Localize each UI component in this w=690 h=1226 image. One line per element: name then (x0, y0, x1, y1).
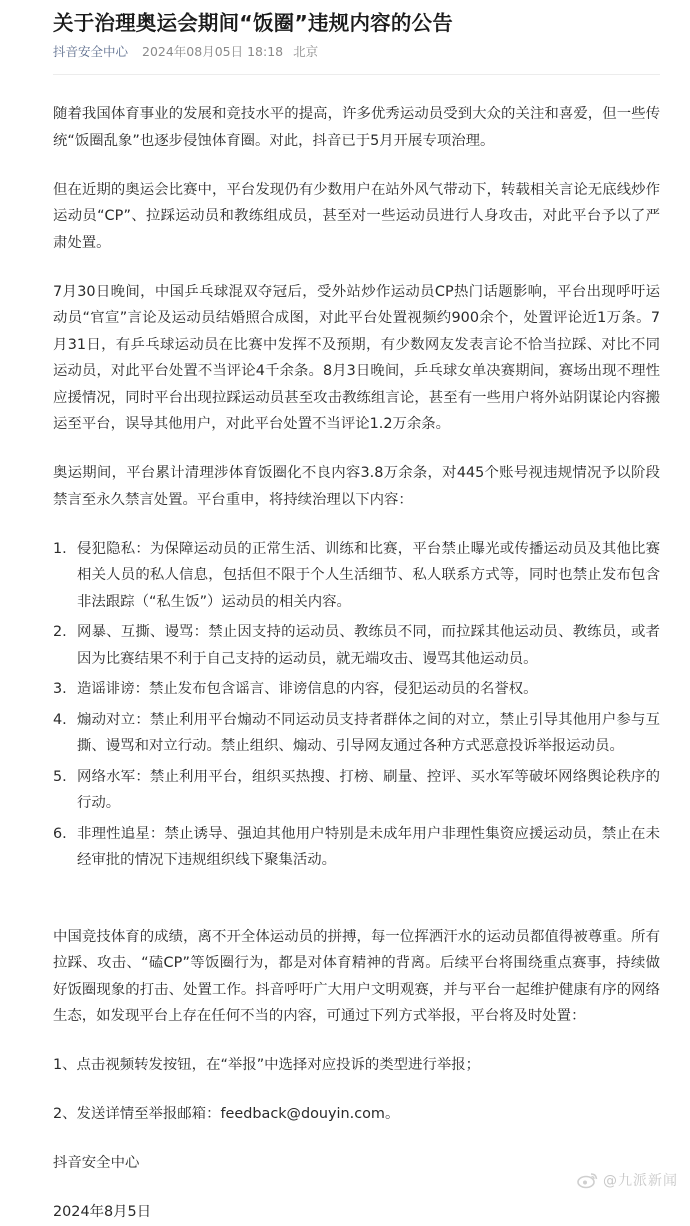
list-item (53, 619, 660, 672)
list-text: 侵犯隐私：为保障运动员的正常生活、训练和比赛，平台禁止曝光或传播运动员及其他比赛相关人员的私人信息，包括但不限于个人生活细节、私人联系方式等，同时也禁止发布包含非法跟踪（“私生饭”）运动员的相关内容。 (77, 540, 660, 610)
paragraph: 7月30日晚间，中国乒乓球混双夺冠后，受外站炒作运动员CP热门话题影响，平台出现呼吁运动员“官宣”言论及运动员结婚照合成图，对此平台处置视频约900余个，处置评论近1万条。7月31日，有乒乓球运动员在比赛中发挥不及预期，有少数网友发表言论不恰当拉踩、对比不同运动员，对此平台处置不当评论4千余条。8月3日晚间，乒乓球女单决赛期间，赛场出现不理性应援情况，同时平台出现拉踩运动员甚至攻击教练组言论，甚至有一些用户将外站阴谋论内容搬运至平台，误导其他用户，对此平台处置不当评论1.2万余条。 (53, 283, 660, 432)
list-text: 造谣诽谤：禁止发布包含谣言、诽谤信息的内容，侵犯运动员的名誉权。 (77, 681, 538, 697)
list-item (53, 707, 660, 760)
list-text: 网络水军：禁止利用平台，组织买热搜、打榜、刷量、控评、买水军等破坏网络舆论秩序的行动。 (77, 768, 660, 811)
list-number: 4. (53, 711, 67, 728)
list-number: 3. (53, 681, 67, 697)
article-body (53, 101, 660, 1226)
list-item (53, 536, 660, 616)
list-text: 煽动对立：禁止利用平台煽动不同运动员支持者群体之间的对立，禁止引导其他用户参与互撕、谩骂和对立行动。禁止组织、煽动、引导网友通过各种方式恶意投诉举报运动员。 (77, 711, 660, 754)
author-link[interactable]: 抖音安全中心 (53, 44, 129, 59)
report-method-email: 2、发送详情至举报邮箱：feedback@douyin.com。 (53, 1106, 400, 1122)
list-text: 非理性追星：禁止诱导、强迫其他用户特别是未成年用户非理性集资应援运动员，禁止在未经审批的情况下违规组织线下聚集活动。 (77, 825, 660, 868)
report-method-click: 1、点击视频转发按钮，在“举报”中选择对应投诉的类型进行举报； (53, 1057, 481, 1073)
watermark (577, 1170, 678, 1190)
paragraph: 但在近期的奥运会比赛中，平台发现仍有少数用户在站外风气带动下，转载相关言论无底线炒作运动员“CP”、拉踩运动员和教练组成员，甚至对一些运动员进行人身攻击，对此平台予以了严肃处置。 (53, 181, 660, 251)
list-item (53, 676, 660, 703)
list-number: 1. (53, 540, 67, 557)
section-spacer (53, 878, 660, 924)
list-item (53, 821, 660, 874)
page-title: 关于治理奥运会期间“饭圈”违规内容的公告 (53, 11, 453, 35)
header-divider (53, 74, 660, 75)
weibo-icon (577, 1171, 599, 1189)
signature-org: 抖音安全中心 (53, 1155, 140, 1171)
list-item (53, 764, 660, 817)
paragraph: 奥运期间，平台累计清理涉体育饭圈化不良内容3.8万余条，对445个账号视违规情况予以阶段禁言至永久禁言处置。平台重申，将持续治理以下内容： (53, 465, 660, 508)
list-number: 2. (53, 624, 67, 640)
paragraph: 中国竞技体育的成绩，离不开全体运动员的拼搏，每一位挥洒汗水的运动员都值得被尊重。所有拉踩、攻击、“磕CP”等饭圈行为，都是对体育精神的背离。后续平台将围绕重点赛事，持续做好饭圈现象的打击、处置工作。抖音呼吁广大用户文明观赛，并与平台一起维护健康有序的网络生态，如发现平台上存在任何不当的内容，可通过下列方式举报，平台将及时处置： (53, 928, 660, 1024)
publish-location: 北京 (293, 44, 319, 59)
publish-datetime: 2024年08月05日 18:18 (142, 44, 284, 59)
list-text: 网暴、互撕、谩骂：禁止因支持的运动员、教练员不同，而拉踩其他运动员、教练员，或者因为比赛结果不利于自己支持的运动员，就无端攻击、谩骂其他运动员。 (77, 624, 660, 667)
article-meta (53, 42, 660, 62)
list-number: 5. (53, 768, 67, 785)
paragraph: 随着我国体育事业的发展和竞技水平的提高，许多优秀运动员受到大众的关注和喜爱，但一些传统“饭圈乱象”也逐步侵蚀体育圈。对此，抖音已于5月开展专项治理。 (53, 106, 660, 149)
watermark-text: @九派新闻 (603, 1173, 678, 1189)
list-number: 6. (53, 825, 67, 842)
signature-date: 2024年8月5日 (53, 1204, 152, 1220)
rules-list (53, 536, 660, 874)
